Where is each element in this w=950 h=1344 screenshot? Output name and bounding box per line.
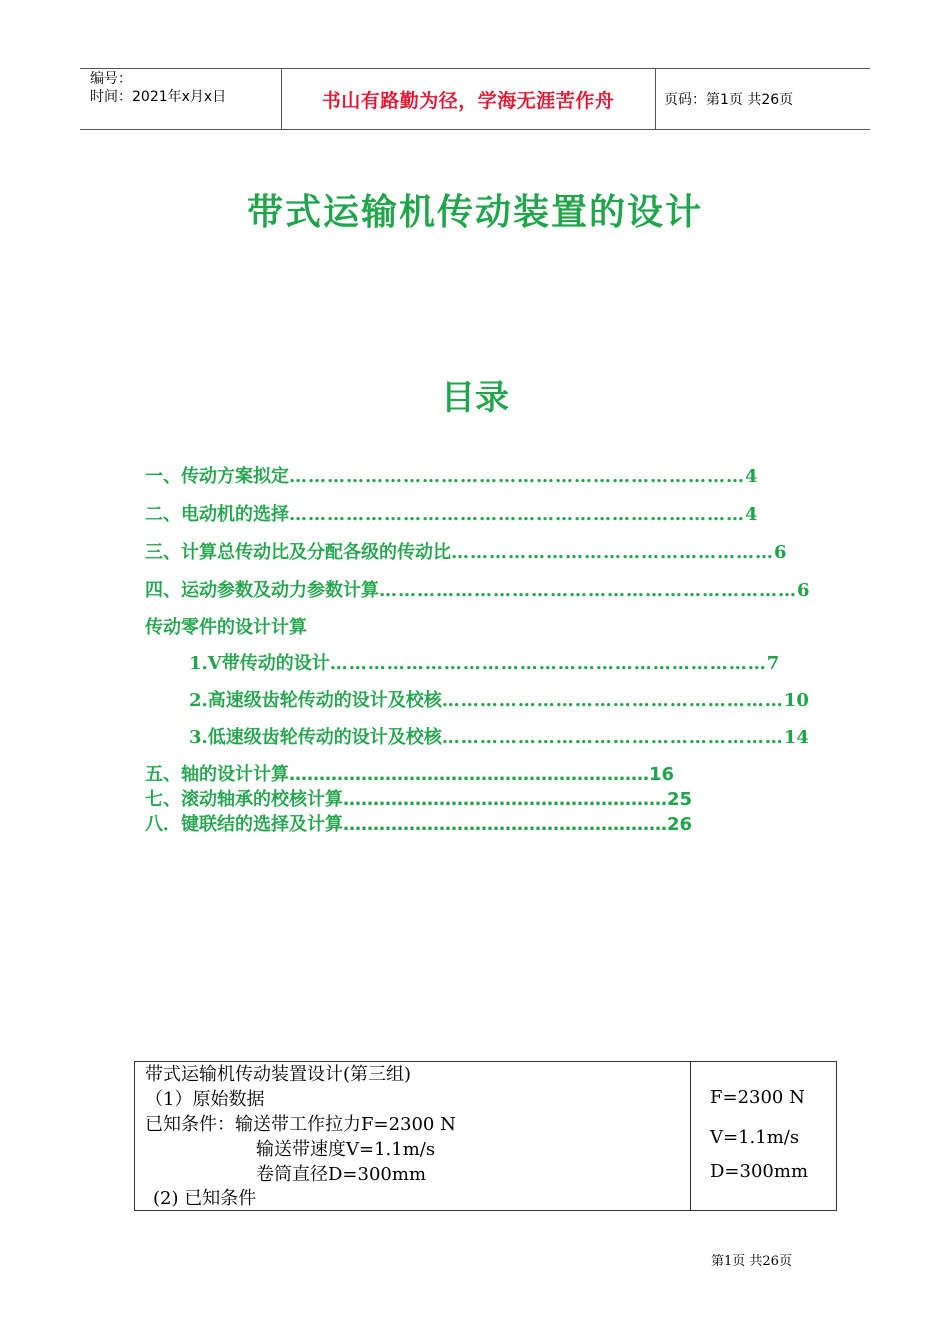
toc-item[interactable] [145, 762, 674, 788]
toc-item-dots: …………………………………………………………… [329, 653, 767, 674]
info-value: V=1.1m/s [710, 1127, 800, 1148]
toc-section-heading[interactable] [145, 615, 307, 641]
toc-item-dots: …………………………………………… [451, 542, 774, 563]
header-page-cell [656, 69, 870, 129]
toc-item-dots: ……………………………………………………………… [289, 504, 745, 525]
toc-item-text: 传动零件的设计计算 [145, 617, 307, 638]
header-table [80, 68, 870, 130]
toc-item[interactable] [189, 651, 779, 677]
design-info-table [134, 1061, 837, 1211]
toc-item[interactable] [189, 725, 809, 751]
info-line: （1）原始数据 [145, 1089, 265, 1110]
toc-item-text: 四、运动参数及动力参数计算 [145, 580, 379, 601]
info-line: (2) 已知条件 [153, 1188, 257, 1209]
toc-item-page: 6 [774, 542, 787, 563]
toc-item[interactable] [145, 578, 810, 604]
info-value: F=2300 N [710, 1087, 805, 1108]
toc-item-text: 七、滚动轴承的校核计算 [145, 789, 343, 810]
toc-item-page: 4 [745, 504, 758, 525]
page-info: 页码：第1页 共26页 [664, 92, 794, 108]
info-line: 带式运输机传动装置设计(第三组) [145, 1064, 412, 1085]
toc-item-text: 1.V带传动的设计 [189, 653, 330, 674]
toc-item-dots: ……………………………………………… [343, 814, 667, 835]
toc-item[interactable] [145, 502, 758, 528]
toc-item-text: 五、轴的设计计算 [145, 764, 289, 785]
motto: 书山有路勤为径，学海无涯苦作舟 [321, 89, 615, 112]
toc-item-page: 25 [667, 789, 693, 810]
header-left-cell [80, 69, 282, 129]
toc-item[interactable] [189, 688, 809, 714]
document-title: 带式运输机传动装置的设计 [246, 192, 703, 233]
toc-item[interactable] [145, 540, 787, 566]
info-left-column [135, 1062, 691, 1210]
header-motto-cell [281, 69, 656, 129]
toc-item[interactable] [145, 812, 692, 838]
toc-item-dots: ……………………………………………… [343, 789, 667, 810]
toc-item[interactable] [145, 464, 758, 490]
toc-item-dots: ………………………………………………………… [379, 580, 797, 601]
toc-item-dots: …………………………………………………… [289, 764, 649, 785]
info-line: 输送带速度V=1.1m/s [256, 1139, 436, 1160]
toc-item-page: 26 [667, 814, 693, 835]
info-line: 卷筒直径D=300mm [256, 1164, 427, 1185]
info-line: 已知条件：输送带工作拉力F=2300 N [145, 1114, 456, 1135]
toc-item-page: 16 [649, 764, 675, 785]
toc-item-text: 3.低速级齿轮传动的设计及校核 [189, 727, 442, 748]
toc-item-page: 4 [745, 466, 758, 487]
toc-item-page: 7 [766, 653, 780, 674]
time-label: 时间：2021年x月x日 [90, 89, 227, 105]
toc-item-text: 八．键联结的选择及计算 [145, 814, 343, 835]
toc-item-page: 10 [783, 690, 809, 711]
toc-item-page: 6 [797, 580, 810, 601]
page-footer: 第1页 共26页 [711, 1254, 792, 1269]
toc-item-text: 2.高速级齿轮传动的设计及校核 [189, 690, 442, 711]
toc-title: 目录 [441, 378, 509, 418]
info-right-column [691, 1062, 836, 1210]
info-value: D=300mm [710, 1161, 809, 1182]
toc-item-dots: ……………………………………………… [441, 690, 784, 711]
toc-item-dots: ……………………………………………… [441, 727, 784, 748]
toc-item[interactable] [145, 787, 692, 813]
toc-item-page: 14 [783, 727, 809, 748]
toc-item-text: 二、电动机的选择 [145, 504, 289, 525]
toc-item-text: 三、计算总传动比及分配各级的传动比 [145, 542, 451, 563]
toc-item-dots: ……………………………………………………………… [289, 466, 745, 487]
number-label: 编号： [90, 71, 132, 87]
toc-item-text: 一、传动方案拟定 [145, 466, 289, 487]
